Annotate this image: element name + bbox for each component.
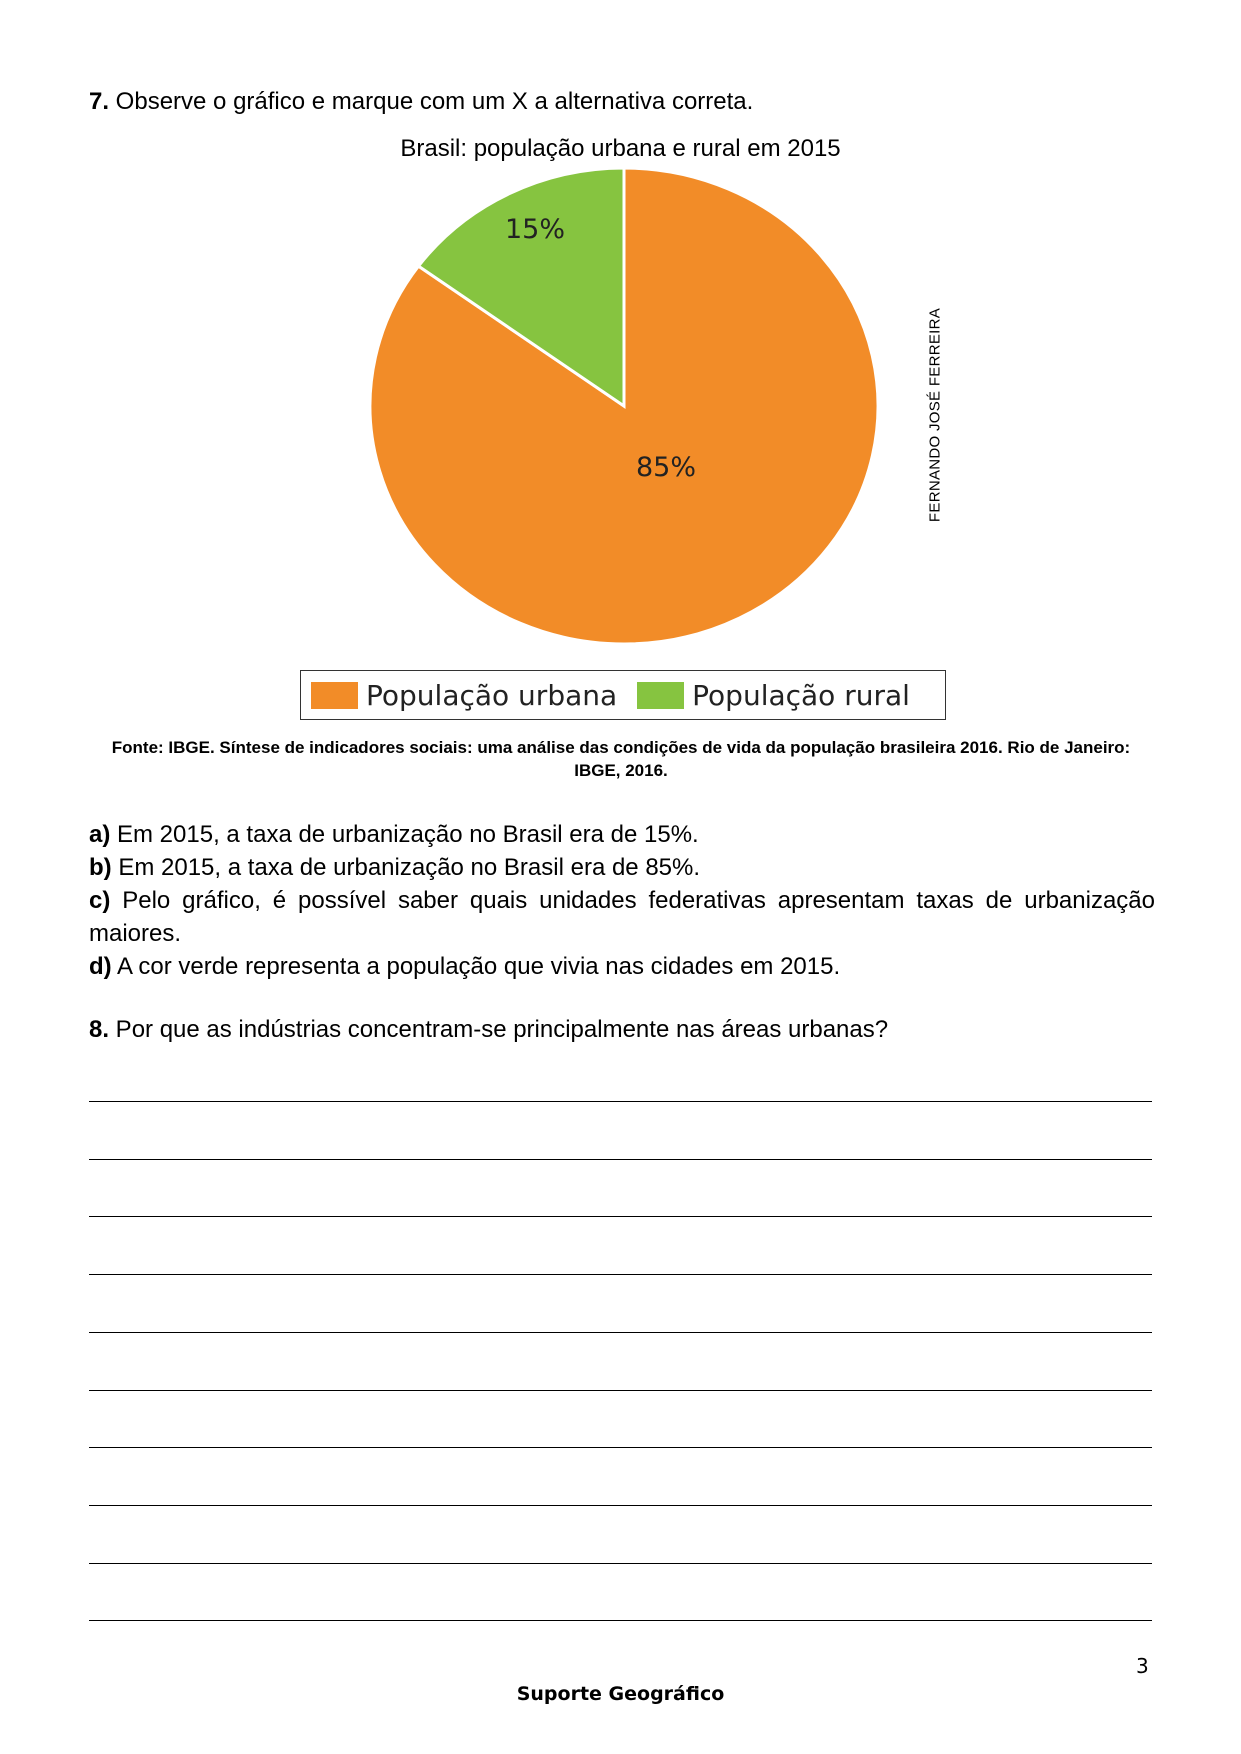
answer-line[interactable] — [89, 1620, 1152, 1621]
legend-swatch-urban — [311, 682, 358, 709]
question-7-text: Observe o gráfico e marque com um X a alternativa correta. — [109, 88, 754, 115]
alternative-d[interactable]: d) A cor verde representa a população que vivia nas cidades em 2015. — [89, 953, 841, 980]
pie-label-urban: 85% — [635, 452, 697, 483]
legend-label-rural: População rural — [692, 678, 910, 712]
pie-label-rural: 15% — [504, 214, 566, 245]
question-7-number: 7. — [89, 88, 110, 115]
answer-line[interactable] — [89, 1274, 1152, 1275]
question-8-text: Por que as indústrias concentram-se principalmente nas áreas urbanas? — [109, 1016, 889, 1043]
answer-line[interactable] — [89, 1216, 1152, 1217]
legend-label-urban: População urbana — [366, 678, 618, 712]
chart-legend — [300, 670, 946, 720]
footer-title: Suporte Geográfico — [516, 1683, 725, 1705]
question-7 — [89, 88, 753, 116]
answer-line[interactable] — [89, 1159, 1152, 1160]
chart-title: Brasil: população urbana e rural em 2015 — [400, 135, 841, 162]
answer-line[interactable] — [89, 1505, 1152, 1506]
question-8 — [89, 1016, 888, 1044]
answer-line[interactable] — [89, 1332, 1152, 1333]
page-number: 3 — [1136, 1654, 1149, 1678]
answer-line[interactable] — [89, 1563, 1152, 1564]
pie-chart — [360, 160, 880, 660]
legend-item-rural — [629, 679, 910, 712]
answer-line[interactable] — [89, 1390, 1152, 1391]
alternative-b[interactable]: b) Em 2015, a taxa de urbanização no Brasil era de 85%. — [89, 854, 701, 881]
alternative-c[interactable]: c) Pelo gráfico, é possível saber quais unidades federativas apresentam taxas de urbanização maiores. — [89, 887, 1155, 947]
legend-swatch-rural — [637, 682, 684, 709]
alternatives-list — [89, 818, 1155, 983]
alternative-a[interactable]: a) Em 2015, a taxa de urbanização no Brasil era de 15%. — [89, 821, 699, 848]
question-8-number: 8. — [89, 1016, 110, 1043]
legend-item-urban — [301, 679, 617, 712]
answer-line[interactable] — [89, 1101, 1152, 1102]
answer-line[interactable] — [89, 1447, 1152, 1448]
photo-credit: FERNANDO JOSÉ FERREIRA — [926, 307, 944, 523]
chart-source: Fonte: IBGE. Síntese de indicadores sociais: uma análise das condições de vida da população brasileira 2016. Rio de Janeiro: IBGE, 2016. — [111, 738, 1131, 780]
